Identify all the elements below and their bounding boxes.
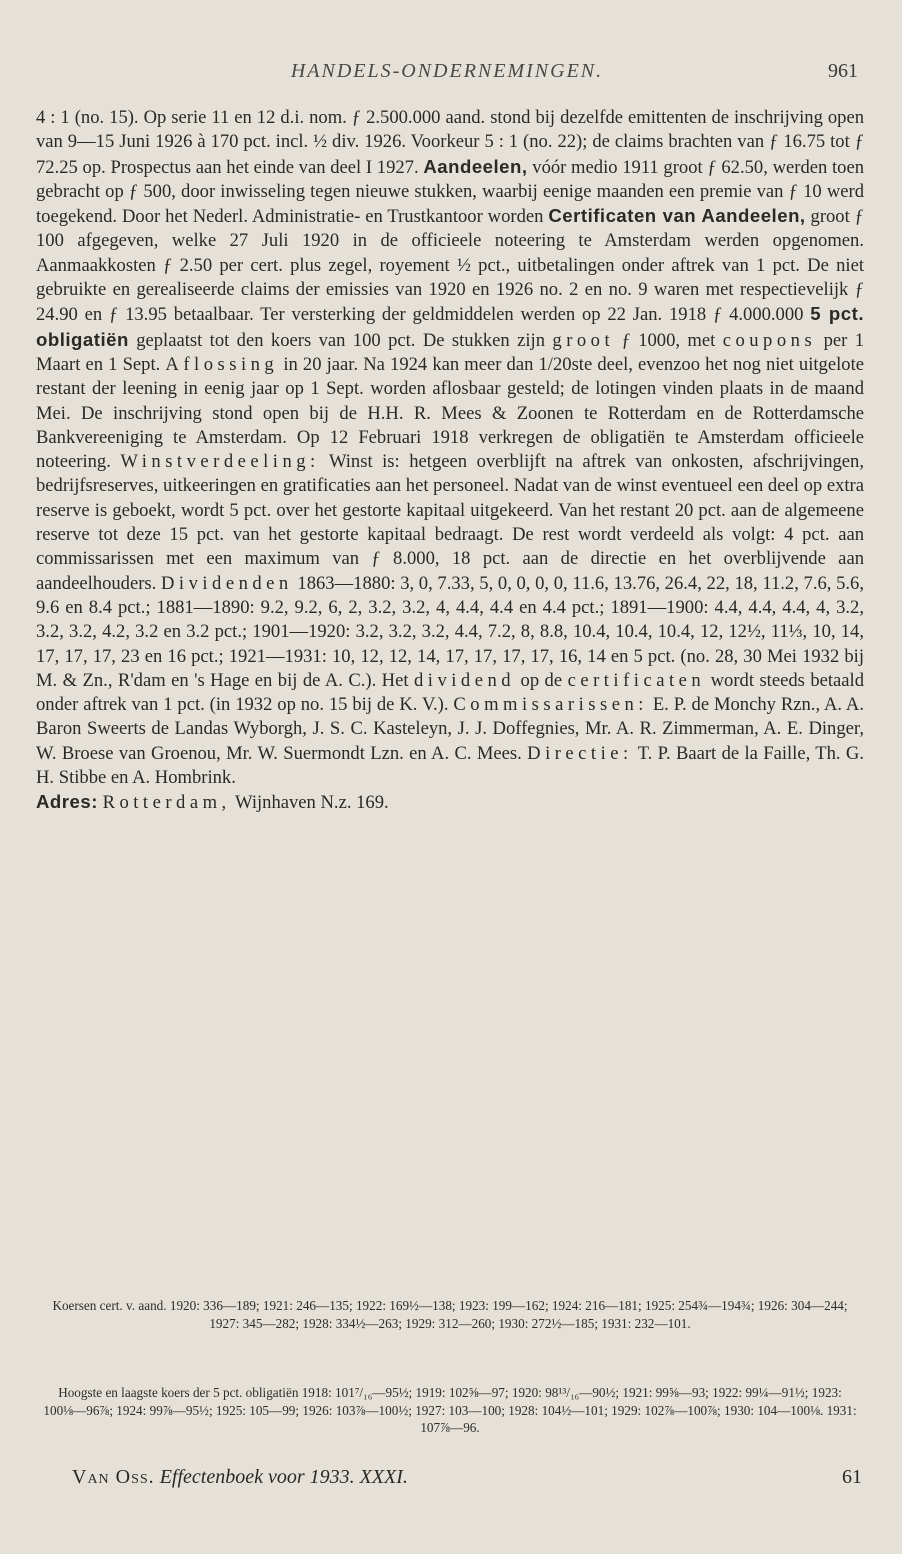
bond-prices-note: Hoogste en laagste koers der 5 pct. obligatiën 1918: 101⁷/₁₆—95½; 1919: 102⅝—97; 1920: 98¹³/₁₆—90½; 1921: 99⅝—93; 1922: 99¼—91½; 1923: 100⅛—96⅞; 1924: 99⅞—95½; 1925: 105—99; 1926: 103⅞—100½; 1927: 103—100; 1928: 104½—101; 1929: 102⅞—100⅞; 1930: 104—100⅛. 1931: 107⅞—96. bbox=[43, 1385, 857, 1435]
certificaten-term: certificaten bbox=[567, 669, 706, 691]
footer-page-number: 61 bbox=[842, 1466, 862, 1488]
address-city: Rotterdam, bbox=[102, 792, 231, 814]
entry-paragraph bbox=[36, 106, 864, 790]
coupon-dates-text: per 1 Maart en 1 Sept. bbox=[36, 329, 864, 375]
page-footer bbox=[72, 1466, 862, 1496]
commissarissen-term: Commissarissen: bbox=[453, 694, 648, 716]
groot-term: groot bbox=[552, 329, 615, 351]
commissioners-list: E. P. de Monchy Rzn., A. A. Baron Sweerts de Landas Wyborgh, J. S. C. Kasteleyn, J. J. Doffegnies, Mr. A. R. Zimmerman, A. E. Dinger, W. Broese van Groenou, Mr. W. Suermondt Lzn. en A. C. Mees. bbox=[36, 694, 864, 764]
issue-history-text: 4 : 1 (no. 15). Op serie 11 en 12 d.i. nom. ƒ 2.500.000 aand. stond bij dezelfde emittenten de inschrijving open van 9—15 Juni 1926 à 170 pct. incl. ½ div. 1926. Voorkeur 5 : 1 (no. 22); de claims brachten van ƒ 16.75 tot ƒ 72.25 op. Prospectus aan het einde van deel I 1927. bbox=[36, 107, 864, 178]
obligatien-heading: 5 pct. obligatiën bbox=[36, 303, 864, 350]
bond-placement-text: geplaatst tot den koers van 100 pct. De stukken zijn bbox=[136, 329, 545, 351]
footer-publisher: Van Oss. bbox=[72, 1466, 155, 1488]
dividend-connector-text: op de bbox=[520, 669, 563, 691]
coupons-term: coupons bbox=[722, 329, 817, 351]
directie-term: Directie: bbox=[527, 742, 633, 764]
running-title: HANDELS-ONDERNEMINGEN. bbox=[290, 60, 604, 82]
profit-distribution-text: Winst is: hetgeen overblijft na aftrek van onkosten, afschrijvingen, bedrijfsreserves, uitkeeringen en gratificaties aan het personeel. Nadat van de winst eventueel een deel op extra reserve is geboekt, wordt 5 pct. over het gestorte kapitaal uitgekeerd. Van het restant 20 pct. aan de algemeene reserve tot deze 15 pct. van het gestorte kapitaal bedraagt. De rest wordt verdeeld als volgt: 4 pct. aan commissarissen met een maximum van ƒ 8.000, 18 pct. aan de directie en het overblijvende aan aandeelhouders. bbox=[36, 451, 865, 594]
adres-heading: Adres: bbox=[36, 791, 98, 813]
bond-denomination-text: ƒ 1000, met bbox=[621, 329, 716, 351]
directors-list: T. P. Baart de la Faille, Th. G. H. Stibbe en A. Hombrink. bbox=[36, 742, 864, 789]
dividend-term: dividend bbox=[413, 669, 516, 691]
address-street: Wijnhaven N.z. 169. bbox=[235, 792, 389, 814]
footer-source bbox=[72, 1466, 408, 1489]
footer-book-title: Effectenboek voor 1933. XXXI. bbox=[159, 1466, 408, 1488]
aflossing-term: Aflossing bbox=[165, 353, 279, 375]
aandeelen-heading: Aandeelen, bbox=[423, 155, 528, 177]
winstverdeeling-term: Winstverdeeling: bbox=[120, 451, 320, 473]
share-prices-note: Koersen cert. v. aand. 1920: 336—189; 1921: 246—135; 1922: 169½—138; 1923: 199—162; 1924: 216—181; 1925: 254¾—194¾; 1926: 304—244; 1927: 345—282; 1928: 334½—263; 1929: 312—260; 1930: 272½—185; 1931: 232—101. bbox=[52, 1298, 848, 1331]
certificaten-heading: Certificaten van Aandeelen, bbox=[548, 205, 806, 227]
dividenden-term: Dividenden bbox=[160, 572, 293, 594]
certificate-payment-text: wordt steeds betaald onder aftrek van 1 pct. (in 1932 op no. 15 bij de K. V.). bbox=[36, 669, 865, 716]
address-line bbox=[36, 790, 864, 815]
redemption-text: in 20 jaar. Na 1924 kan meer dan 1/20ste deel, evenzoo het nog niet uitgelote restant der leening in eenig jaar op 1 Sept. worden aflosbaar gesteld; de lotingen vinden plaats in de maand Mei. De inschrijving stond open bij de H.H. R. Mees & Zoonen te Rotterdam en de Rotterdamsche Bankvereeniging te Amsterdam. Op 12 Februari 1918 verkregen de obligatiën te Amsterdam officieele noteering. bbox=[36, 353, 864, 473]
page-number: 961 bbox=[828, 60, 858, 82]
page-header bbox=[36, 60, 858, 90]
share-conversion-text: vóór medio 1911 groot ƒ 62.50, werden toen gebracht op ƒ 500, door inwisseling tegen nieuwe stukken, waarbij eenige maanden een premie van ƒ 10 werd toegekend. Door het Nederl. Administratie- en Trustkantoor worden bbox=[36, 156, 865, 228]
company-entry-text bbox=[36, 106, 864, 816]
certificate-details-text: groot ƒ 100 afgegeven, welke 27 Juli 1920 in de officieele noteering te Amsterdam werden opgenomen. Aanmaakkosten ƒ 2.50 per cert. plus zegel, royement ½ pct., uitbetalingen onder aftrek van 1 pct. De niet gebruikte en gerealiseerde claims der emissies van 1920 en 1926 no. 2 en no. 9 waren met respectievelijk ƒ 24.90 en ƒ 13.95 betaalbaar. Ter versterking der geldmiddelen werden op 22 Jan. 1918 ƒ 4.000.000 bbox=[36, 206, 864, 326]
dividend-history-text: 1863—1880: 3, 0, 7.33, 5, 0, 0, 0, 0, 11.6, 13.76, 26.4, 22, 18, 11.2, 7.6, 5.6, 9.6 en 8.4 pct.; 1881—1890: 9.2, 9.2, 6, 2, 3.2, 3.2, 4, 4.4, 4.4 en 4.4 pct.; 1891—1900: 4.4, 4.4, 4.4, 4, 3.2, 3.2, 3.2, 4.2, 3.2 en 3.2 pct.; 1901—1920: 3.2, 3.2, 3.2, 4.4, 7.2, 8, 8.8, 10.4, 10.4, 10.4, 12, 12½, 11⅓, 10, 14, 17, 17, 17, 23 en 16 pct.; 1921—1931: 10, 12, 12, 14, 17, 17, 17, 17, 16, 14 en 5 pct. (no. 28, 30 Mei 1932 bij M. & Zn., R'dam en 's Hage en bij de A. C.). Het bbox=[36, 572, 864, 691]
